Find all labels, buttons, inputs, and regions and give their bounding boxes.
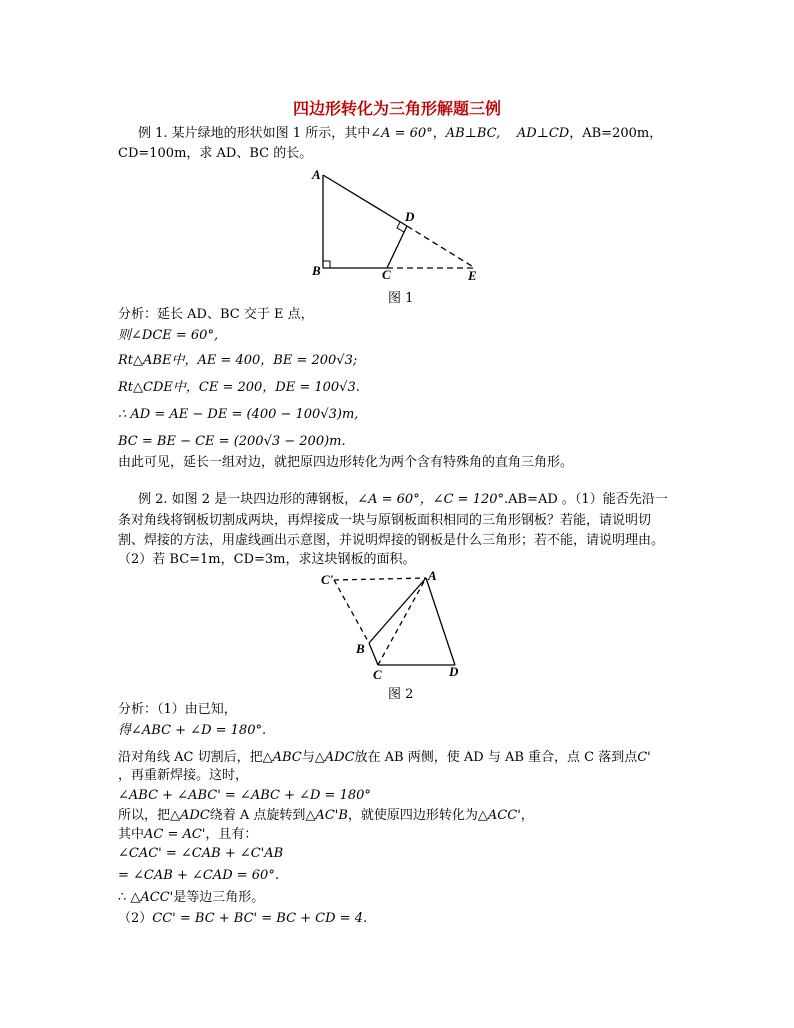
ex1-cond-angle: ∠A = 60° — [370, 126, 433, 141]
fig2-label-d: D — [449, 664, 459, 679]
ex1-intro: 例 1. 某片绿地的形状如图 1 所示，其中∠A = 60°，AB⊥BC, AD⊥CD，AB=200m， — [138, 126, 663, 141]
ex2-intro-text: 例 2. 如图 2 是一块四边形的薄钢板， — [138, 492, 358, 507]
ex1-cond-perp1: AB⊥BC, — [445, 126, 501, 141]
ex1-step-3: Rt△CDE中，CE = 200，DE = 100√3. — [118, 380, 360, 395]
ex2-intro-tail: AB=AD 。（1）能否先沿一 — [508, 492, 668, 507]
fig1-label-c: C — [382, 267, 391, 282]
ex2-analysis-6-math-3: △ACC' — [477, 808, 521, 823]
ex2-analysis-6-text-c: ，就使原四边形转化为 — [347, 808, 478, 823]
ex2-analysis-3-math-1: △ABC — [262, 750, 302, 765]
ex1-step-4: ∴ AD = AE − DE = (400 − 100√3)m, — [118, 407, 359, 422]
ex2-analysis-8: ∠CAC' = ∠CAB + ∠C'AB — [118, 846, 284, 861]
ex2-analysis-3-math-3: C' — [637, 750, 651, 765]
fig2-label-c-prime: C' — [321, 572, 334, 587]
ex1-step-5: BC = BE − CE = (200√3 − 200)m. — [118, 434, 346, 449]
ex2-analysis-6 — [118, 806, 718, 826]
ex1-conclusion: 由此可见，延长一组对边，就把原四边形转化为两个含有特殊角的直角三角形。 — [118, 455, 574, 470]
ex2-analysis-9: = ∠CAB + ∠CAD = 60°. — [118, 868, 279, 883]
fig1-label-a: A — [312, 167, 321, 182]
ex1-cond-perp2: AD⊥CD — [516, 126, 570, 141]
ex2-analysis-6-text-a: 所以，把 — [118, 808, 171, 823]
ex1-intro-text: 例 1. 某片绿地的形状如图 1 所示，其中 — [138, 126, 371, 141]
ex2-analysis-10-text-b: 是等边三角形。 — [173, 890, 265, 905]
ex2-analysis-7-text-b: ，且有： — [205, 827, 258, 842]
ex1-intro-line2: CD=100m，求 AD、BC 的长。 — [118, 146, 313, 161]
ex1-intro-tail: ，AB=200m， — [569, 126, 663, 141]
ex2-analysis-3 — [118, 748, 718, 768]
ex2-analysis-6-math-2: △AC'B — [305, 808, 348, 823]
ex2-analysis-6-math-1: △ADC — [170, 808, 210, 823]
ex2-intro — [138, 490, 738, 510]
ex2-analysis-3-text-b: 与 — [301, 750, 315, 765]
fig1-label-d: D — [405, 209, 415, 224]
ex2-line-4: （2）若 BC=1m，CD=3m，求这块钢板的面积。 — [118, 552, 416, 567]
ex2-analysis-11-math: CC' = BC + BC' = BC + CD = 4. — [152, 911, 368, 926]
ex2-analysis-7 — [118, 825, 718, 845]
ex2-line-2: 条对角线将钢板切割成两块，再焊接成一块与原钢板面积相同的三角形钢板？若能，请说明切 — [118, 513, 652, 528]
ex2-analysis-7-math: AC = AC' — [144, 827, 206, 842]
ex2-line-3: 割、焊接的方法，用虚线画出示意图，并说明焊接的钢板是什么三角形；若不能，请说明理由。 — [118, 533, 665, 548]
fig1-label-e: E — [468, 268, 477, 283]
fig2-label-a: A — [428, 568, 437, 583]
ex2-analysis-4: ，再重新焊接。这时， — [118, 768, 249, 783]
ex2-analysis-6-text-d: ， — [520, 808, 534, 823]
ex2-analysis-3-math-2: △ADC — [314, 750, 355, 765]
ex1-step-2: Rt△ABE中，AE = 400，BE = 200√3; — [118, 353, 358, 368]
fig2-label-c: C — [373, 667, 382, 682]
ex2-analysis-2: 得∠ABC + ∠D = 180°. — [118, 723, 267, 738]
ex2-analysis-1: 分析：（1）由已知， — [118, 702, 237, 717]
ex2-analysis-11 — [118, 909, 718, 929]
ex2-analysis-3-text-a: 沿对角线 AC 切割后，把 — [118, 750, 263, 765]
fig1-label-b: B — [312, 263, 321, 278]
ex1-analysis-title: 分析：延长 AD、BC 交于 E 点， — [118, 307, 314, 322]
page-title: 四边形转化为三角形解题三例 — [292, 99, 501, 118]
ex2-analysis-10-math: △ACC' — [130, 890, 174, 905]
figure-1-caption: 图 1 — [388, 291, 414, 306]
figure-2 — [318, 568, 468, 683]
ex2-analysis-3-text-c: 放在 AB 两侧，使 AD 与 AB 重合，点 C 落到点 — [354, 750, 638, 765]
ex2-analysis-10-text-a: ∴ — [118, 890, 131, 905]
fig2-label-b: B — [356, 641, 365, 656]
ex2-analysis-6-text-b: 绕着 A 点旋转到 — [209, 808, 306, 823]
ex2-analysis-7-text-a: 其中 — [118, 827, 145, 842]
figure-1 — [300, 165, 500, 285]
ex2-analysis-11-text-a: （2） — [118, 911, 153, 926]
ex2-analysis-10 — [118, 888, 718, 908]
ex1-step-1: 则∠DCE = 60°, — [118, 328, 219, 343]
ex2-analysis-5: ∠ABC + ∠ABC' = ∠ABC + ∠D = 180° — [118, 788, 371, 803]
figure-2-caption: 图 2 — [388, 687, 414, 702]
ex2-cond-angles: ∠A = 60°，∠C = 120°. — [357, 492, 509, 507]
